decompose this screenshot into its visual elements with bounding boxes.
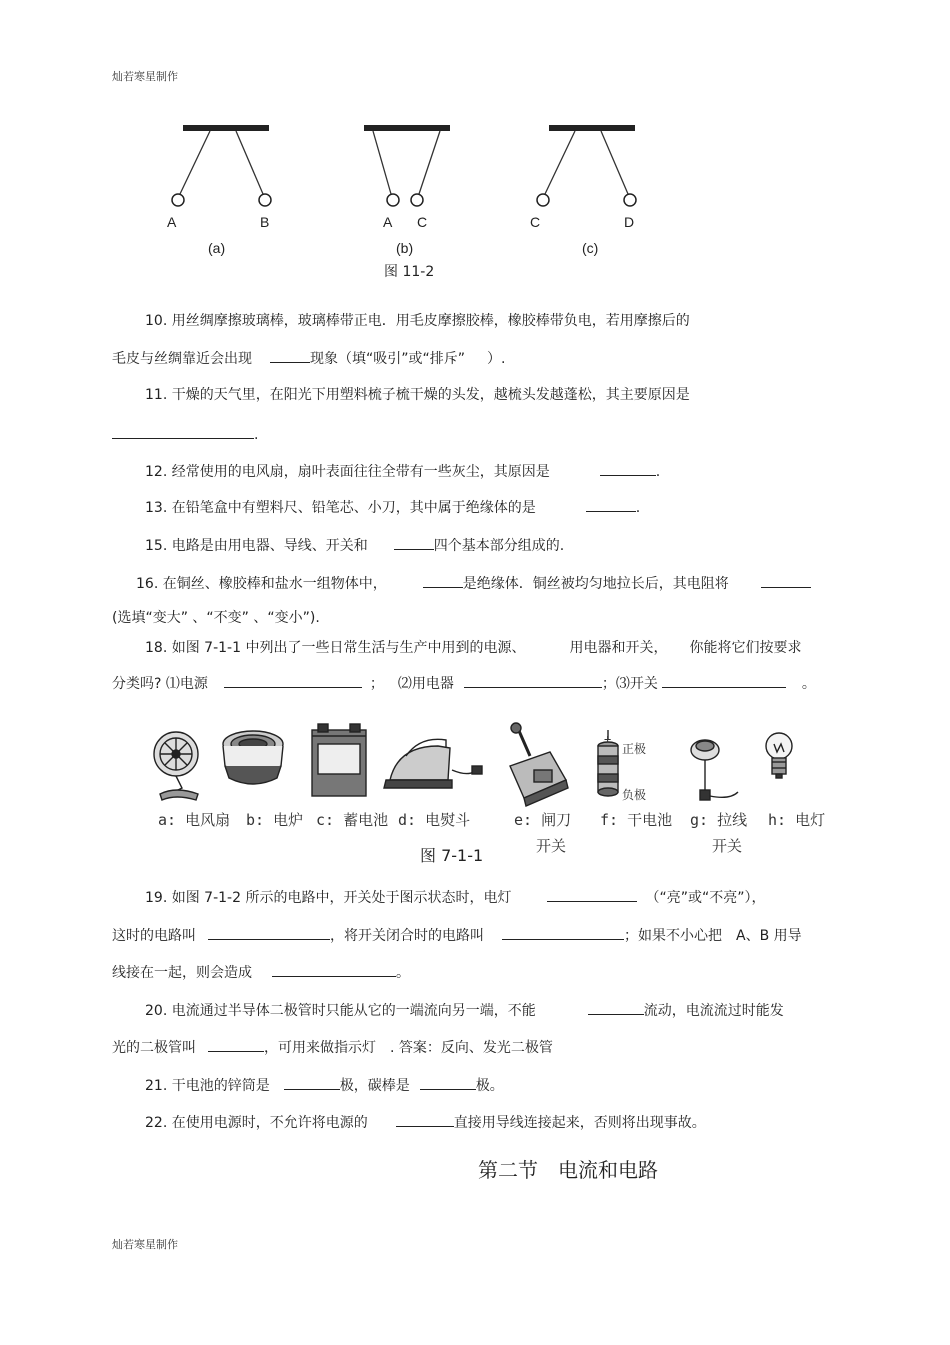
question-16-line1: 16. 在铜丝、橡胶棒和盐水一组物体中， 是绝缘体．铜丝被均匀地拉长后，其电阻将 bbox=[136, 573, 811, 593]
ball-label: A bbox=[167, 214, 177, 230]
answer-blank bbox=[208, 925, 330, 940]
answer-blank bbox=[394, 535, 434, 550]
question-15: 15. 电路是由用电器、导线、开关和 四个基本部分组成的. bbox=[145, 535, 564, 555]
answer-blank bbox=[423, 573, 463, 588]
figure-11-2-diagram bbox=[150, 118, 670, 213]
item-label: 开关 bbox=[536, 837, 567, 855]
answer-blank bbox=[586, 497, 636, 512]
item-label: d: 电熨斗 bbox=[398, 811, 471, 829]
item-label: b: 电炉 bbox=[246, 811, 304, 829]
question-10-line1: 10. 用丝绸摩擦玻璃棒，玻璃棒带正电．用毛皮摩擦胶棒，橡胶棒带负电，若用摩擦后的 bbox=[145, 313, 690, 329]
dry-cell-plus: + bbox=[604, 732, 612, 746]
item-label: 开关 bbox=[712, 837, 743, 855]
ball-label: C bbox=[417, 214, 428, 230]
question-18-line2: 分类吗? ⑴电源 ； ⑵用电器 ；⑶开关 。 bbox=[112, 673, 816, 693]
answer-blank bbox=[112, 424, 254, 439]
question-11-line2: . bbox=[112, 424, 258, 444]
answer-blank bbox=[761, 573, 811, 588]
stove-icon bbox=[223, 731, 283, 784]
ball-label: D bbox=[624, 214, 635, 230]
answer-blank bbox=[547, 887, 637, 902]
question-20-line2: 光的二极管叫 ，可用来做指示灯 . 答案：反向、发光二极管 bbox=[112, 1037, 553, 1057]
ball-label: C bbox=[530, 214, 541, 230]
answer-blank bbox=[464, 673, 602, 688]
battery-icon bbox=[312, 724, 366, 796]
question-21: 21. 干电池的锌筒是 极，碳棒是 极。 bbox=[145, 1075, 504, 1095]
question-10-line2: 毛皮与丝绸靠近会出现 现象（填“吸引”或“排斥” ）. bbox=[112, 348, 505, 368]
item-label: c: 蓄电池 bbox=[316, 811, 389, 829]
fan-icon bbox=[154, 732, 198, 800]
item-label: e: 闸刀 bbox=[514, 811, 572, 829]
answer-blank bbox=[600, 461, 656, 476]
item-label: g: 拉线 bbox=[690, 811, 748, 829]
answer-blank bbox=[270, 348, 310, 363]
answer-blank bbox=[396, 1112, 454, 1127]
dry-cell-negative: 负极 bbox=[622, 788, 647, 802]
knife-switch-icon bbox=[510, 723, 568, 806]
answer-blank bbox=[284, 1075, 340, 1090]
bulb-icon bbox=[766, 733, 792, 778]
question-12: 12. 经常使用的电风扇，扇叶表面往往全带有一些灰尘，其原因是 . bbox=[145, 461, 660, 481]
answer-blank bbox=[224, 673, 362, 688]
figure-7-1-1-illustrations bbox=[150, 722, 830, 812]
question-13: 13. 在铅笔盒中有塑料尺、铅笔芯、小刀，其中属于绝缘体的是 . bbox=[145, 497, 640, 517]
question-19-line3: 线接在一起，则会造成 。 bbox=[112, 962, 410, 982]
figure-caption: 图 7-1-1 bbox=[420, 846, 484, 865]
ball-label: A bbox=[383, 214, 393, 230]
answer-blank bbox=[502, 925, 624, 940]
ball-label: B bbox=[260, 214, 270, 230]
figure-caption: 图 11-2 bbox=[384, 264, 435, 280]
answer-blank bbox=[588, 1000, 644, 1015]
item-label: f: 干电池 bbox=[600, 811, 673, 829]
question-20-line1: 20. 电流通过半导体二极管时只能从它的一端流向另一端，不能 流动，电流流过时能发 bbox=[145, 1000, 784, 1020]
question-18-line1: 18. 如图 7-1-1 中列出了一些日常生活与生产中用到的电源、 用电器和开关， 你能将它们按要求 bbox=[145, 640, 802, 656]
item-label: a: 电风扇 bbox=[158, 811, 231, 829]
page-header: 灿若寒星制作 bbox=[112, 70, 178, 83]
answer-blank bbox=[662, 673, 786, 688]
answer-blank bbox=[420, 1075, 476, 1090]
question-19-line2: 这时的电路叫 ，将开关闭合时的电路叫 ；如果不小心把 A、B 用导 bbox=[112, 925, 802, 945]
subfigure-label: (a) bbox=[208, 240, 226, 256]
item-label: h: 电灯 bbox=[768, 811, 826, 829]
subfigure-label: (b) bbox=[396, 240, 414, 256]
iron-icon bbox=[384, 739, 482, 788]
dry-cell-positive: 正极 bbox=[622, 742, 647, 756]
answer-blank bbox=[272, 962, 396, 977]
question-19-line1: 19. 如图 7-1-2 所示的电路中，开关处于图示状态时，电灯 （“亮”或“不亮”）， bbox=[145, 887, 765, 907]
question-22: 22. 在使用电源时，不允许将电源的 直接用导线连接起来，否则将出现事故。 bbox=[145, 1112, 706, 1132]
pull-switch-icon bbox=[691, 740, 738, 800]
question-11-line1: 11. 干燥的天气里，在阳光下用塑料梳子梳干燥的头发，越梳头发越蓬松，其主要原因是 bbox=[145, 387, 690, 403]
section-title: 第二节 电流和电路 bbox=[478, 1158, 658, 1182]
page-footer: 灿若寒星制作 bbox=[112, 1238, 178, 1251]
subfigure-label: (c) bbox=[582, 240, 599, 256]
question-16-line2: (选填“变大” 、“不变” 、“变小”). bbox=[112, 610, 320, 626]
answer-blank bbox=[208, 1037, 264, 1052]
